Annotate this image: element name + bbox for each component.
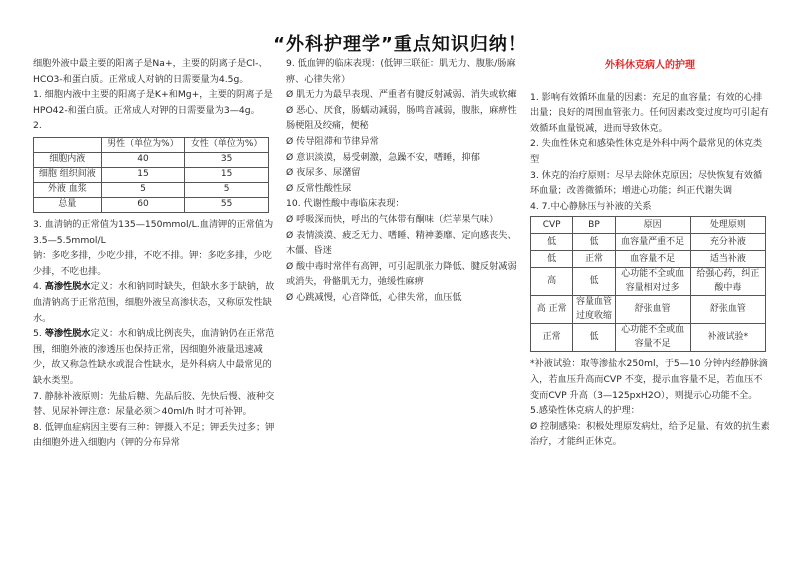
table-cell: 给强心药，纠正酸中毒	[690, 268, 765, 296]
paragraph-intracellular-ions: 1. 细胞内液中主要的阳离子是K+和Mg+，主要的阴离子是HPO42-和蛋白质。正常成人对钾的日需要量为3—4g。	[33, 89, 273, 116]
table-cell: 15	[101, 167, 185, 182]
table-cell: 低	[573, 324, 615, 352]
table-cell: 5	[185, 182, 269, 197]
table-header-cell: 原因	[615, 217, 690, 234]
list-item: Ø 肌无力为最早表现、严重者有腱反射减弱、消失或软瘫	[286, 89, 517, 101]
item-number: 4.	[33, 281, 45, 293]
list-item: Ø 表情淡漠、疲乏无力、嗜睡、精神萎靡、定向感丧失、木僵、昏迷	[286, 229, 517, 257]
table-row	[34, 152, 269, 167]
paragraph-fluid-challenge: *补液试验：取等渗盐水250ml，于5—10 分钟内经静脉滴入，若血压升高而CVP 不变，提示血容量不足，若血压不变而CVP 升高（3—125pxH2O），则提示心功能不全。	[530, 358, 768, 401]
paragraph-isotonic-dehydration	[33, 326, 276, 388]
paragraph-body-fluid-label: 2.	[33, 120, 42, 132]
table-header-cell: CVP	[531, 217, 573, 234]
column-right	[530, 56, 770, 450]
table-cell: 15	[185, 167, 269, 182]
table-row	[531, 268, 766, 296]
table-cell: 正常	[573, 251, 615, 268]
table-cell: 5	[101, 182, 185, 197]
paragraph-extracellular-ions: 细胞外液中最主要的阳离子是Na+，主要的阴离子是Cl-、HCO3-和蛋白质。正常成人对钠的日需要量为4.5g。	[33, 58, 268, 85]
section-title: 外科休克病人的护理	[605, 60, 695, 71]
table-row	[531, 234, 766, 251]
list-item: Ø 恶心、厌食，肠蠕动减弱，肠鸣音减弱，腹胀，麻痹性肠梗阻及绞痛，便秘	[286, 104, 517, 132]
table-cell: 血容量严重不足	[615, 234, 690, 251]
table-cell: 60	[101, 197, 185, 212]
table-cell: 心功能不全或血容量不足	[615, 324, 690, 352]
list-item: Ø 传导阻滞和节律异常	[286, 135, 379, 147]
table-cell: 低	[573, 268, 615, 296]
table-cell: 高 正常	[531, 296, 573, 324]
paragraph-serum-values: 3. 血清钠的正常值为135—150mmol/L.血清钾的正常值为3.5—5.5mmol/L	[33, 218, 274, 246]
table-header-row	[531, 217, 766, 234]
table-cell: 容量血管过度收缩	[573, 296, 615, 324]
table-header-cell: BP	[573, 217, 615, 234]
key-term: 高渗性脱水	[44, 281, 91, 293]
list-item: 9. 低血钾的临床表现：(低钾三联征：肌无力、腹胀/肠麻痹、心律失常）	[286, 58, 516, 85]
table-cell: 35	[185, 152, 269, 167]
table-header-cell: 女性（单位为%）	[185, 137, 269, 152]
definition-text: 定义：水和钠成比例丧失，血清钠仍在正常范围，细胞外液的渗透压也保持正常，因细胞外液量迅速减少，故又称急性缺水或混合性缺水，是外科病人中最常见的缺水类型。	[33, 328, 275, 386]
table-cell: 总量	[34, 197, 102, 212]
table-cell: 低	[531, 251, 573, 268]
table-cell: 细胞 组织间液	[34, 167, 102, 182]
paragraph-hypokalemia-causes: 8. 低钾血症病因主要有三种：钾摄入不足；钾丢失过多；钾由细胞外进入细胞内（钾的分布异常	[33, 421, 275, 449]
table-header-cell: 男性（单位为%）	[101, 137, 185, 152]
table-header-cell: 处理原则	[690, 217, 765, 234]
table-cell: 高	[531, 268, 573, 296]
table-cell: 充分补液	[690, 234, 765, 251]
paragraph-treatment-principles: 3. 休克的治疗原则：尽早去除休克原因；尽快恢复有效循环血量；改善微循环；增进心功能；纠正代谢失调	[530, 169, 763, 197]
table-cell: 40	[101, 152, 185, 167]
table-header-cell	[34, 137, 102, 152]
list-item: 10. 代谢性酸中毒临床表现：	[286, 198, 405, 210]
page-title: “外科护理学”重点知识归纳！	[273, 34, 527, 55]
list-item: Ø 反常性酸性尿	[286, 182, 352, 194]
body-fluid-table	[33, 137, 269, 213]
table-row	[34, 197, 269, 212]
table-cell: 55	[185, 197, 269, 212]
table-row	[531, 324, 766, 352]
table-cell: 低	[573, 234, 615, 251]
table-cell: 适当补液	[690, 251, 765, 268]
paragraph-sodium-potassium-rule: 钠：多吃多排，少吃少排，不吃不排。钾：多吃多排，少吃少排，不吃也排。	[33, 250, 272, 277]
table-cell: 舒张血管	[615, 296, 690, 324]
paragraph-hypertonic-dehydration	[33, 279, 276, 326]
paragraph-septic-shock-care: 5.感染性休克病人的护理：	[530, 405, 640, 417]
table-cell: 血容量不足	[615, 251, 690, 268]
table-row	[34, 182, 269, 197]
paragraph-infusion-principles: 7. 静脉补液原则：先盐后糖、先晶后胶、先快后慢、液种交替、见尿补钾注意：尿量必须＞40ml/h 时才可补钾。	[33, 390, 275, 418]
definition-text: 定义：水和钠同时缺失，但缺水多于缺钠，故血清钠高于正常范围，细胞外液呈高渗状态，又称原发性缺水。	[33, 281, 275, 324]
table-row	[34, 167, 269, 182]
list-item: Ø 意识淡漠，易受刺激，急躁不安，嗜睡，抑郁	[286, 151, 480, 163]
table-cell: 心功能不全或血容量相对过多	[615, 268, 690, 296]
column-left	[33, 56, 276, 451]
table-cell: 外液 血浆	[34, 182, 102, 197]
paragraph-shock-types: 2. 失血性休克和感染性休克是外科中两个最常见的休克类型	[530, 138, 763, 165]
cvp-table	[530, 216, 766, 352]
list-item: Ø 夜尿多、尿潴留	[286, 167, 361, 179]
list-item: Ø 呼吸深而快，呼出的气体带有酮味（烂苹果气味）	[286, 213, 499, 225]
table-row	[531, 251, 766, 268]
table-cell: 低	[531, 234, 573, 251]
item-number: 5.	[33, 328, 45, 340]
table-row	[531, 296, 766, 324]
table-cell: 细胞内液	[34, 152, 102, 167]
column-middle	[286, 56, 522, 306]
table-cell: 正常	[531, 324, 573, 352]
table-header-row	[34, 137, 269, 152]
paragraph-infection-control: Ø 控制感染：积极处理原发病灶，给予足量、有效的抗生素治疗，才能纠正休克。	[530, 420, 770, 448]
list-item: Ø 酸中毒时常伴有高钾，可引起肌张力降低、腱反射减弱或消失，骨骼肌无力，弛缓性麻痹	[286, 260, 517, 288]
key-term: 等渗性脱水	[44, 328, 91, 340]
list-item: Ø 心跳减慢，心音降低，心律失常，血压低	[286, 291, 462, 303]
table-cell: 补液试验*	[690, 324, 765, 352]
paragraph-effective-circulation: 1. 影响有效循环血量的因素：充足的血容量；有效的心排出量；良好的周围血管张力。任何因素改变过度均可引起有效循环血量锐减，进而导致休克。	[530, 91, 769, 134]
table-cell: 舒张血管	[690, 296, 765, 324]
paragraph-cvp-relation: 4. 7.中心静脉压与补液的关系	[530, 200, 652, 212]
